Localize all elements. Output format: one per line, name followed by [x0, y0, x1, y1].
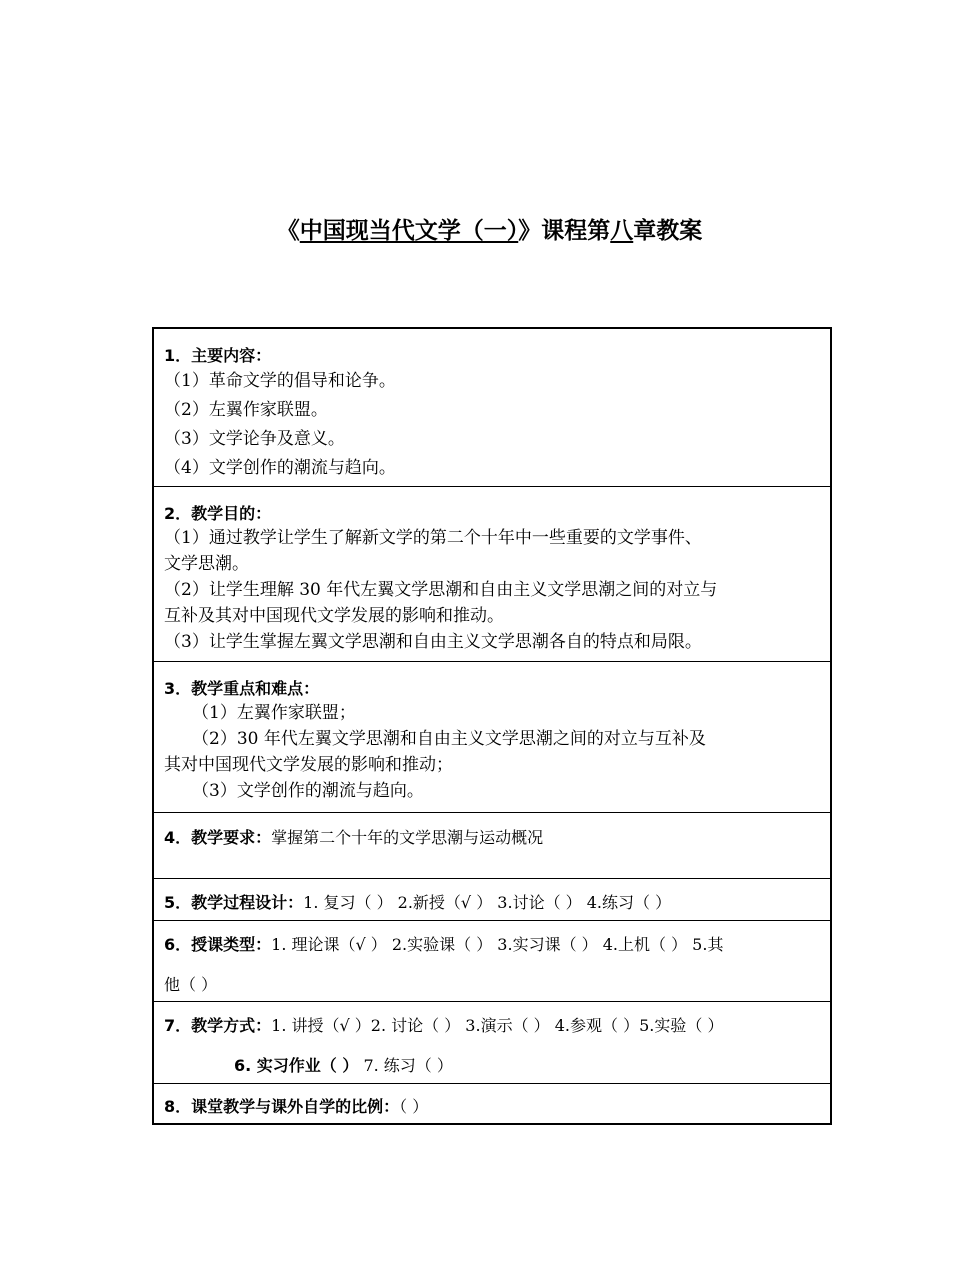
- title-prefix: 《: [276, 218, 300, 244]
- option-practice: 7. 练习（ ）: [358, 1056, 453, 1075]
- text-line: （2）30 年代左翼文学思潮和自由主义文学思潮之间的对立与互补及: [192, 729, 706, 749]
- section-lesson-type: [154, 921, 830, 1002]
- section-label: 6．授课类型：: [164, 935, 272, 954]
- section-text: 1. 讲授（√ ）2. 讨论（ ） 3.演示（ ） 4.参观（ ）5.实验（ ）: [271, 1016, 724, 1035]
- section-main-content: [154, 329, 830, 487]
- section-teaching-method: [154, 1002, 830, 1084]
- option-homework: 6. 实习作业（ ）: [234, 1056, 359, 1075]
- section-text-continued: 他（ ）: [164, 975, 218, 994]
- list-item: （1）革命文学的倡导和论争。: [164, 371, 396, 391]
- title-course-name: 中国现当代文学（一）: [299, 218, 519, 244]
- text-line: （3）文学创作的潮流与趋向。: [192, 781, 424, 801]
- page-title: [0, 216, 979, 246]
- section-text: 1. 理论课（√ ） 2.实验课（ ） 3.实习课（ ） 4.上机（ ） 5.其: [271, 935, 724, 954]
- section-label: 5．教学过程设计：: [164, 893, 304, 912]
- section-study-ratio: [154, 1084, 830, 1125]
- section-heading: 2．教学目的：: [164, 504, 272, 523]
- section-label: 8．课堂教学与课外自学的比例：: [164, 1097, 400, 1116]
- list-item: （2）左翼作家联盟。: [164, 400, 328, 420]
- section-heading: 3．教学重点和难点：: [164, 679, 320, 698]
- text-line: （1）左翼作家联盟；: [192, 703, 356, 723]
- text-line: （3）让学生掌握左翼文学思潮和自由主义文学思潮各自的特点和局限。: [164, 632, 702, 652]
- section-text: 掌握第二个十年的文学思潮与运动概况: [271, 828, 544, 847]
- section-text: （ ）: [399, 1097, 429, 1116]
- text-line: （2）让学生理解 30 年代左翼文学思潮和自由主义文学思潮之间的对立与: [164, 580, 718, 600]
- title-chapter-number: 八: [610, 218, 634, 244]
- section-label: 7．教学方式：: [164, 1016, 272, 1035]
- section-key-points: [154, 662, 830, 813]
- section-label: 4．教学要求：: [164, 828, 272, 847]
- section-heading: 1．主要内容：: [164, 346, 272, 365]
- title-middle: 》课程第: [518, 218, 611, 244]
- section-requirements: [154, 813, 830, 879]
- section-text: 1. 复习（ ） 2.新授（√ ） 3.讨论（ ） 4.练习（ ）: [303, 893, 672, 912]
- list-item: （4）文学创作的潮流与趋向。: [164, 458, 396, 478]
- text-line: （1）通过教学让学生了解新文学的第二个十年中一些重要的文学事件、: [164, 528, 702, 548]
- text-line: 其对中国现代文学发展的影响和推动；: [164, 755, 453, 775]
- text-line: 文学思潮。: [164, 554, 249, 574]
- list-item: （3）文学论争及意义。: [164, 429, 345, 449]
- lesson-plan-table: [152, 327, 832, 1125]
- title-suffix: 章教案: [633, 218, 703, 244]
- section-teaching-goals: [154, 487, 830, 662]
- section-process-design: [154, 879, 830, 921]
- text-line: 互补及其对中国现代文学发展的影响和推动。: [164, 606, 504, 626]
